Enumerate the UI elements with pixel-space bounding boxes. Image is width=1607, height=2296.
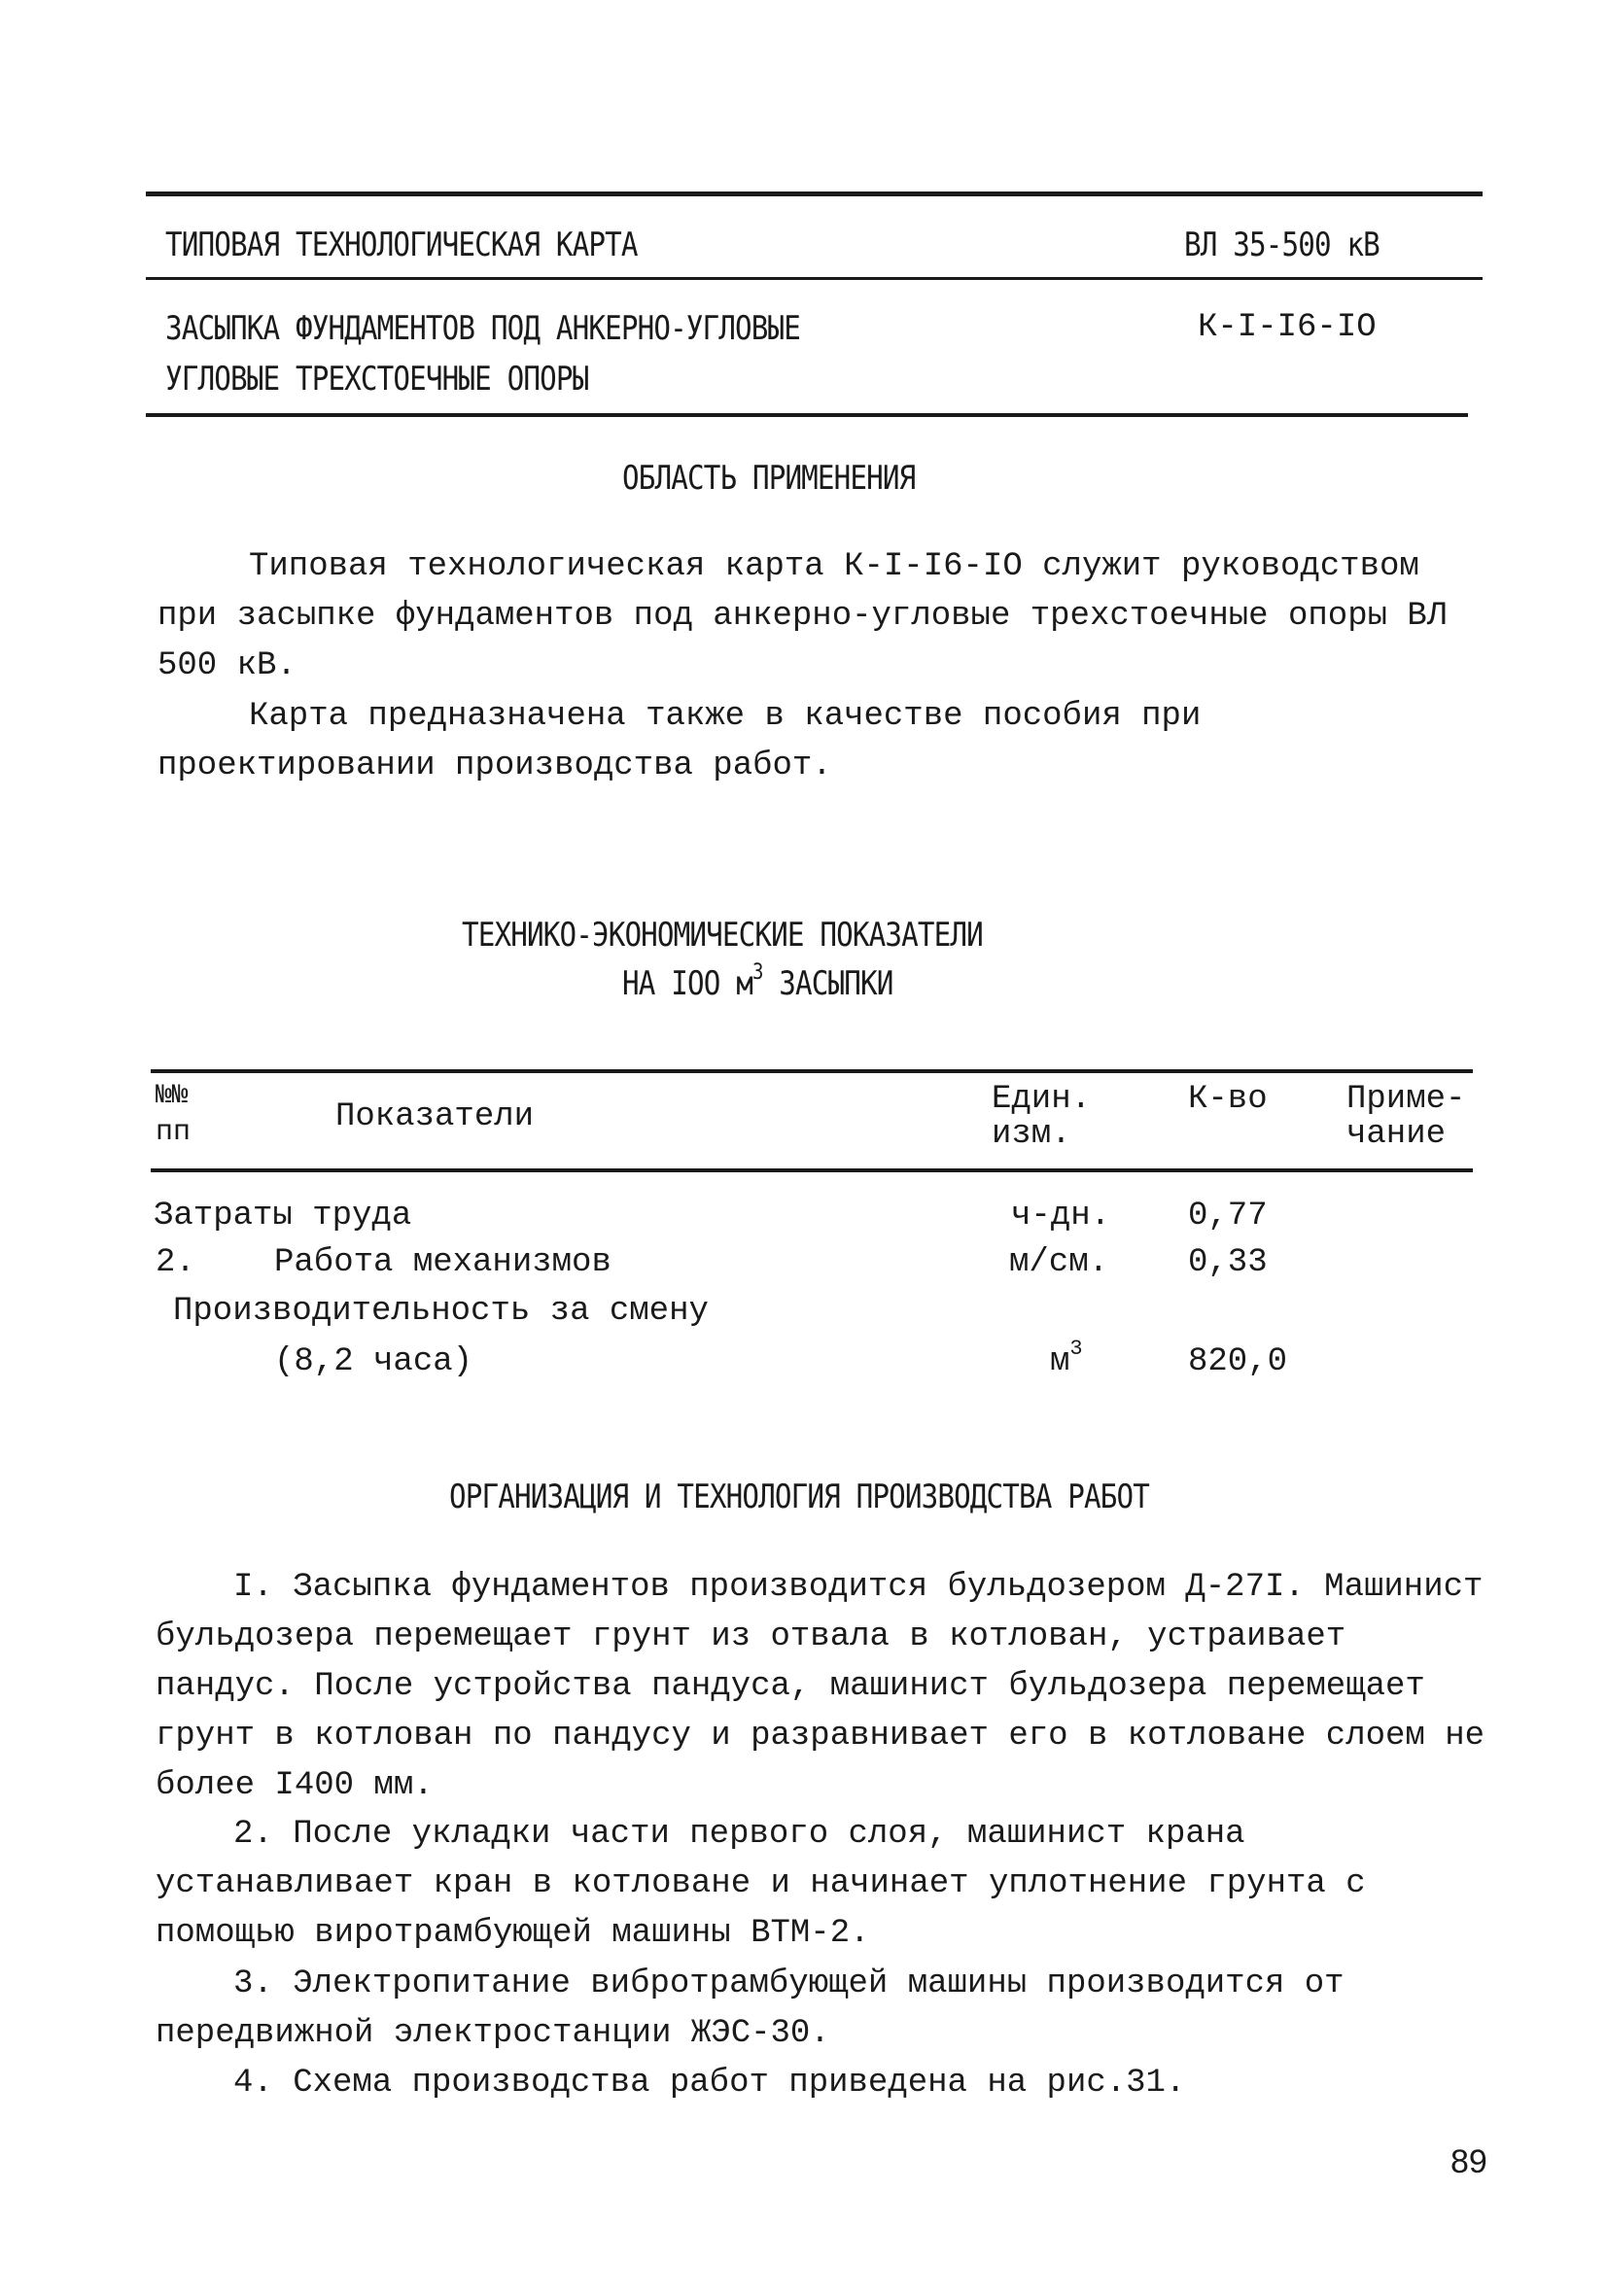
row-name-line-1: Производительность за смену: [173, 1293, 709, 1330]
indicators-heading-sup: 3: [751, 960, 763, 985]
scope-paragraph-1: Типовая технологическая карта К-I-I6-IO служит руководством при засыпке фундаментов под анкерно-угловые трехстоечные опоры ВЛ 500 кВ.: [157, 548, 1448, 684]
row-unit: ч-дн.: [1011, 1198, 1111, 1235]
row-num: 2.: [156, 1244, 195, 1281]
col-name: Показатели: [335, 1098, 535, 1135]
row-unit: м/см.: [1009, 1244, 1109, 1281]
indicators-heading-pre: НА IOO м: [622, 964, 752, 1003]
col-unit-line-2: изм.: [992, 1116, 1071, 1153]
row-qty: 0,77: [1188, 1198, 1268, 1235]
voltage-line: ВЛ 35-500 кВ: [1184, 226, 1380, 264]
header-bottom-rule: [146, 413, 1468, 417]
scope-heading: ОБЛАСТЬ ПРИМЕНЕНИЯ: [622, 459, 916, 498]
indicators-heading-line-1: ТЕХНИКО-ЭКОНОМИЧЕСКИЕ ПОКАЗАТЕЛИ: [462, 916, 983, 955]
page-number: 89: [1450, 2143, 1487, 2180]
row-name: Затраты труда: [154, 1198, 412, 1235]
indicators-heading-post: ЗАСЫПКИ: [762, 964, 893, 1003]
org-paragraph-1: I. Засыпка фундаментов производится бульдозером Д-27I. Машинист бульдозера перемещает грунт из отвала в котлован, устраивает пандус. После устройства пандуса, машинист бульдозера перемещает грунт в котлован по пандусу и разравнивает его в котловане слоем не более I400 мм.: [156, 1569, 1485, 1804]
org-paragraph-4: 4. Схема производства работ приведена на рис.31.: [233, 2065, 1186, 2102]
subject-line-1: ЗАСЫПКА ФУНДАМЕНТОВ ПОД АНКЕРНО-УГЛОВЫЕ: [165, 309, 801, 348]
table-top-rule: [151, 1069, 1473, 1073]
col-qty: К-во: [1188, 1081, 1268, 1118]
org-heading: ОРГАНИЗАЦИЯ И ТЕХНОЛОГИЯ ПРОИЗВОДСТВА РАБОТ: [449, 1478, 1149, 1516]
org-paragraph-3: 3. Электропитание вибротрамбующей машины производится от передвижной электростанции ЖЭС-30.: [156, 1966, 1345, 2052]
header-mid-rule: [146, 277, 1483, 280]
table-header-rule: [151, 1168, 1473, 1172]
row-unit: [1050, 1337, 1083, 1380]
row-name-line-2: (8,2 часа): [274, 1343, 473, 1380]
col-note-line-2: чание: [1346, 1116, 1447, 1153]
row-qty: 820,0: [1188, 1343, 1288, 1380]
row-name: Работа механизмов: [274, 1244, 611, 1281]
header-top-rule: [146, 191, 1483, 196]
row-qty: 0,33: [1188, 1244, 1268, 1281]
col-note-line-1: Приме-: [1346, 1081, 1466, 1118]
row-unit-base: м: [1050, 1343, 1070, 1380]
org-paragraph-2: 2. После укладки части первого слоя, машинист крана устанавливает кран в котловане и начинает уплотнение грунта с помощью виротрамбующей машины ВТМ-2.: [156, 1816, 1366, 1952]
indicators-heading-line-2: [622, 960, 893, 1003]
card-code: К-I-I6-IO: [1198, 309, 1377, 346]
row-unit-sup: 3: [1069, 1337, 1083, 1361]
col-num-line-2: пп: [156, 1116, 192, 1149]
subject-line-2: УГЛОВЫЕ ТРЕХСТОЕЧНЫЕ ОПОРЫ: [165, 360, 589, 399]
col-unit-line-1: Един.: [992, 1081, 1092, 1118]
doc-type-title: ТИПОВАЯ ТЕХНОЛОГИЧЕСКАЯ КАРТА: [165, 226, 638, 264]
scope-paragraph-2: Карта предназначена также в качестве пособия при проектировании производства работ.: [157, 698, 1202, 784]
col-num-line-1: №№: [156, 1081, 189, 1111]
